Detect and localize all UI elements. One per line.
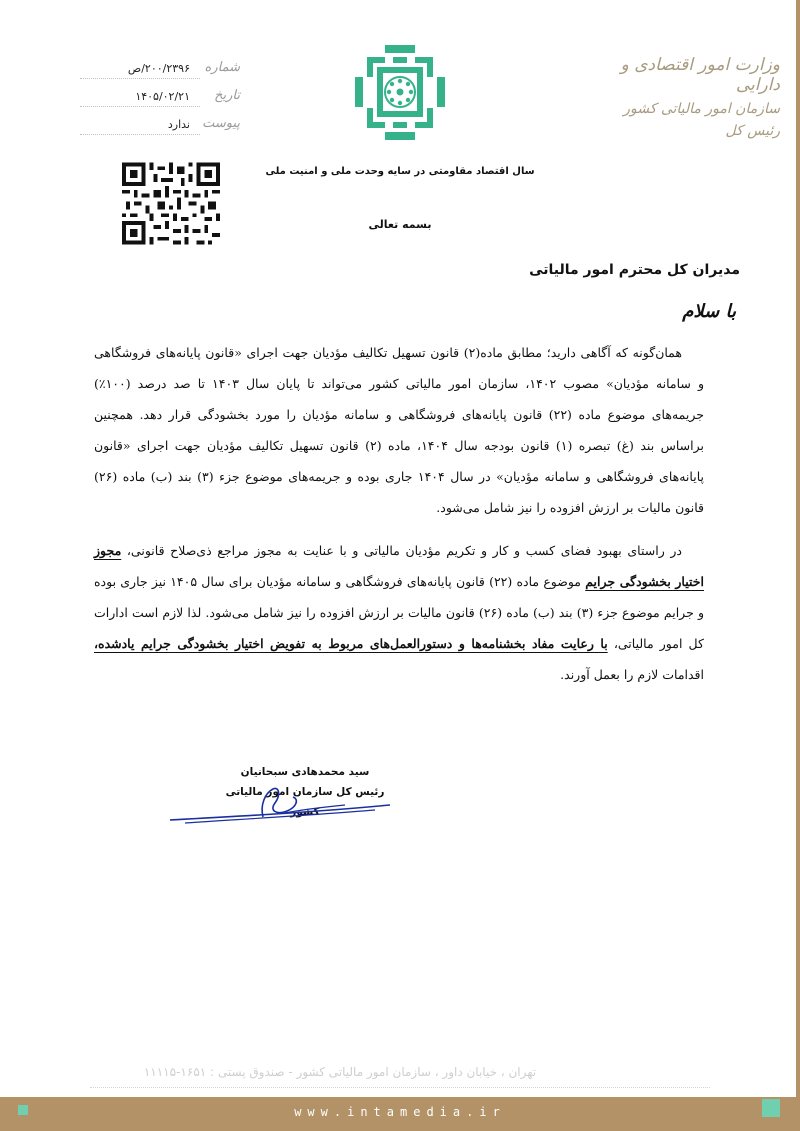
website-url[interactable]: www.intamedia.ir	[294, 1105, 506, 1119]
paragraph-1: همان‌گونه که آگاهی دارید؛ مطابق ماده(۲) قانون تسهیل تکالیف مؤدیان جهت اجرای «قانون پایانه‌های فروشگاهی و سامانه مؤدیان» مصوب ۱۴۰۲، سازمان امور مالیاتی کشور می‌تواند تا پایان سال ۱۴۰۳ تا صد درصد (۱۰۰٪) جریمه‌های موضوع ماده (۲۲) قانون پایانه‌های فروشگاهی و سامانه مؤدیان را مورد بخشودگی قرار دهد. همچنین براساس بند (غ) تبصره (۱) قانون بودجه سال ۱۴۰۴، ماده (۲) قانون تسهیل تکالیف مؤدیان جهت اجرای «قانون پایانه‌های فروشگاهی و سامانه مؤدیان» در سال ۱۴۰۴ جاری بوده و جریمه‌های موضوع جزء (۳) بند (ب) ماده (۲۶) قانون مالیات بر ارزش افزوده را نیز شامل می‌شود.	[94, 345, 704, 515]
number-label: شماره	[204, 60, 240, 75]
addressee: مدیران کل محترم امور مالیاتی	[529, 262, 740, 278]
page-frame-border	[796, 0, 800, 1131]
handwritten-signature	[165, 775, 395, 835]
footer-square-right	[762, 1099, 780, 1117]
greeting: با سلام	[682, 301, 736, 322]
paragraph-2-closing: اقدامات لازم را بعمل آورند.	[560, 667, 704, 682]
year-motto: سال اقتصاد مقاومتی در سایه وحدت ملی و امنیت ملی	[265, 166, 535, 177]
letter-meta	[80, 60, 240, 144]
attachment-row	[80, 116, 240, 144]
tax-organization-logo	[355, 45, 445, 140]
date-line	[80, 106, 200, 107]
qr-code	[122, 162, 220, 245]
ministry-name: وزارت امور اقتصادی و دارایی	[620, 55, 780, 95]
organization-name: سازمان امور مالیاتی کشور	[623, 101, 780, 117]
attachment-label: پیوست	[202, 116, 240, 131]
attachment-line	[80, 134, 200, 135]
paragraph-2	[94, 535, 704, 690]
attachment-value: ندارد	[167, 118, 190, 131]
ministry-header	[580, 55, 780, 145]
date-row	[80, 88, 240, 116]
signatory-title: رئیس کل سازمان امور مالیاتی کشور	[225, 786, 385, 818]
footer-address: تهران ، خیابان داور ، سازمان امور مالیاتی کشور - صندوق پستی : ۱۶۵۱-۱۱۱۱۵	[143, 1065, 537, 1079]
signatory-name: سید محمدهادی سبحانیان	[240, 766, 370, 778]
date-label: تاریخ	[214, 88, 240, 103]
footer-square-left	[18, 1105, 28, 1115]
office-name: رئیس کل	[725, 123, 780, 139]
basmala: بسمه تعالی	[368, 218, 432, 231]
paragraph-2-intro: در راستای بهبود فضای کسب و کار و تکریم مؤدیان مالیاتی و با عنایت به مجوز مراجع ذی‌صلاح قانونی،	[126, 543, 682, 558]
footer-bar	[0, 1097, 800, 1131]
number-line	[80, 78, 200, 79]
number-value: ۲۰۰/۲۳۹۶/ص	[127, 62, 190, 75]
number-row	[80, 60, 240, 88]
emphasis-compliance: با رعایت مفاد بخشنامه‌ها و دستورالعمل‌های مربوط به تفویض اختیار بخشودگی جرایم یادشده،	[94, 636, 608, 651]
letter-body	[94, 337, 704, 690]
footer-divider	[90, 1087, 710, 1088]
date-value: ۱۴۰۵/۰۲/۲۱	[135, 90, 190, 103]
emphasis-waiver-authority: مجوز اختیار بخشودگی جرایم	[94, 543, 704, 589]
paragraph-2-middle: موضوع ماده (۲۲) قانون پایانه‌های فروشگاهی و سامانه مؤدیان برای سال ۱۴۰۵ نیز جاری بوده و جرایم موضوع جزء (۳) بند (ب) ماده (۲۶) قانون مالیات بر ارزش افزوده را نیز شامل می‌شود. لذا لازم است ادارات کل امور مالیاتی،	[94, 574, 705, 651]
